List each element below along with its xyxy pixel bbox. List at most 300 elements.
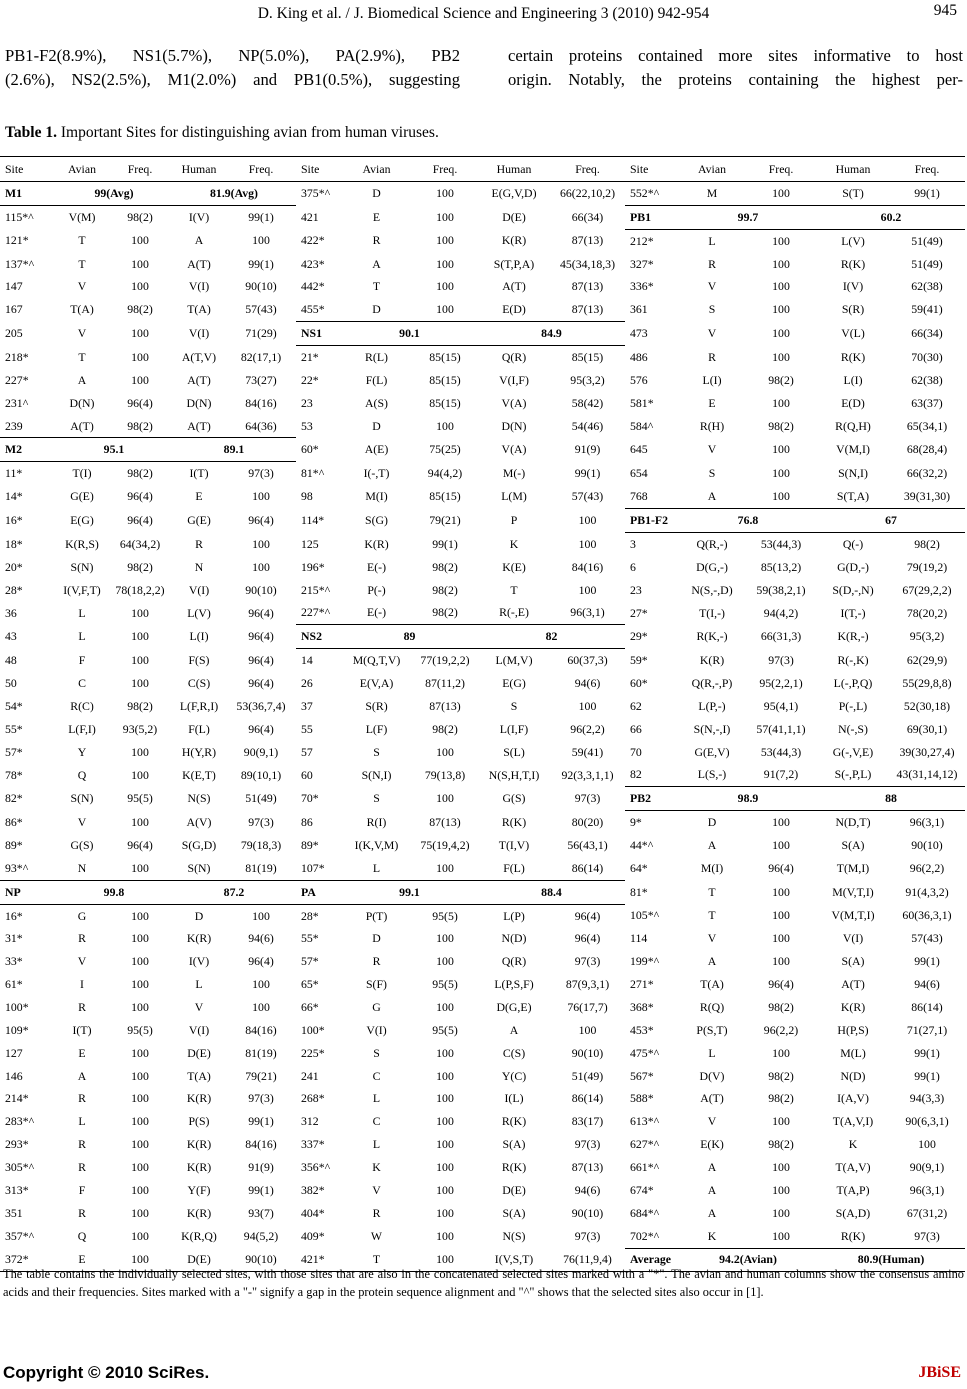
avian-freq-cell: 100 <box>772 185 790 200</box>
avian-freq-cell: 100 <box>772 931 790 946</box>
site-cell: 66 <box>630 721 642 736</box>
human-freq-cell: 93(7) <box>248 1205 274 1220</box>
human-cell: S(G,D) <box>181 837 217 852</box>
human-cell: D(E) <box>502 209 526 224</box>
human-freq-cell: 66(32,2) <box>906 465 948 480</box>
human-freq-cell: 95(3,2) <box>570 372 605 387</box>
human-cell: R <box>195 536 203 551</box>
table-row <box>0 579 965 602</box>
human-cell: S(T,P,A) <box>493 256 535 271</box>
table-row <box>0 695 965 718</box>
table-row <box>0 996 965 1019</box>
avian-cell: M(I) <box>700 861 724 876</box>
human-cell: A(T) <box>841 977 865 992</box>
site-cell: 552*^ <box>630 185 660 200</box>
human-cell: G(E) <box>187 512 211 527</box>
avian-cell: I(-,T) <box>363 465 390 480</box>
human-freq-cell: 96(2,2) <box>909 861 945 876</box>
avian-cell: E(-) <box>367 559 386 574</box>
column-header: Human <box>478 157 550 182</box>
human-cell: S(-,P,L) <box>834 767 872 782</box>
site-cell: 22* <box>301 372 319 387</box>
avian-average: 89 <box>341 625 478 649</box>
avian-cell: R <box>708 349 716 364</box>
human-cell: T(A) <box>187 1068 211 1083</box>
avian-freq-cell: 100 <box>436 302 454 317</box>
human-cell: P(S) <box>188 1114 210 1129</box>
site-cell: 239 <box>5 418 23 433</box>
site-cell: 93*^ <box>5 860 29 875</box>
avian-freq-cell: 96(4) <box>127 489 153 504</box>
human-average: 82 <box>478 625 625 649</box>
human-cell: V(L) <box>841 326 865 341</box>
human-freq-cell: 98(2) <box>914 536 940 551</box>
human-cell: A <box>509 1022 519 1037</box>
avian-freq-cell: 100 <box>131 1068 149 1083</box>
human-freq-cell: 100 <box>578 536 597 551</box>
avian-cell: D(G,-) <box>696 559 728 574</box>
human-freq-cell: 100 <box>252 233 270 248</box>
protein-name: PB1-F2 <box>625 509 679 533</box>
human-freq-cell: 66(22,10,2) <box>559 186 616 201</box>
avian-freq-cell: 87(13) <box>429 698 461 713</box>
table-row <box>0 1225 965 1248</box>
human-freq-cell: 94(6) <box>574 675 601 690</box>
avian-cell: P(T) <box>365 908 388 923</box>
avian-cell: V(I) <box>366 1022 387 1037</box>
avian-cell: R(I) <box>366 814 387 829</box>
site-cell: 227* <box>5 372 29 387</box>
human-cell: N(D,T) <box>835 815 871 830</box>
human-freq-cell: 96(4) <box>248 954 274 969</box>
avian-cell: R(K,-) <box>696 629 728 644</box>
human-freq-cell: 51(49) <box>911 256 943 271</box>
avian-cell: V <box>77 279 87 294</box>
table-row <box>0 1110 965 1133</box>
protein-name: NS2 <box>296 625 341 649</box>
avian-cell: V <box>372 1182 381 1197</box>
site-cell: 57 <box>301 744 313 759</box>
avian-cell: T <box>708 908 716 923</box>
avian-freq-cell: 98(2) <box>768 1137 794 1152</box>
site-cell: 453* <box>630 1022 654 1037</box>
avian-freq-cell: 100 <box>436 1205 454 1220</box>
human-cell: L(M) <box>501 489 527 504</box>
avian-freq-cell: 100 <box>436 1114 454 1129</box>
human-freq-cell: 91(4,3,2) <box>905 884 949 899</box>
avian-cell: R <box>708 256 716 271</box>
avian-cell: T <box>78 233 86 248</box>
human-cell: K(R) <box>840 1000 866 1014</box>
human-freq-cell: 99(1) <box>914 1045 940 1060</box>
avian-freq-cell: 100 <box>772 465 790 480</box>
human-cell: E <box>195 489 203 504</box>
avian-cell: G(E) <box>70 489 94 504</box>
table-caption-label: Table 1. <box>5 124 57 141</box>
avian-freq-cell: 100 <box>131 326 149 341</box>
avian-freq-cell: 100 <box>131 1091 149 1106</box>
avian-freq-cell: 98(2) <box>768 372 794 387</box>
avian-cell: S <box>708 465 716 480</box>
human-cell: S(A,D) <box>835 1205 871 1220</box>
avian-freq-cell: 100 <box>772 349 790 364</box>
avian-freq-cell: 100 <box>436 1228 454 1243</box>
human-freq-cell: 96(4) <box>248 605 274 620</box>
human-freq-cell: 78(20,2) <box>906 605 948 620</box>
protein-name: Average <box>625 1248 679 1272</box>
human-cell: C(S) <box>187 675 211 690</box>
avian-average: 99.8 <box>56 880 172 904</box>
site-cell: 422* <box>301 233 325 248</box>
site-cell: 227*^ <box>301 605 331 620</box>
avian-cell: E(G) <box>70 512 94 527</box>
site-cell: 107* <box>301 860 325 875</box>
avian-freq-cell: 100 <box>436 186 454 201</box>
site-cell: 100* <box>5 1000 29 1014</box>
table-row <box>0 1042 965 1065</box>
avian-cell: C <box>78 675 86 690</box>
site-cell: 283*^ <box>5 1114 35 1129</box>
avian-freq-cell: 96(4) <box>127 837 153 852</box>
human-cell: V(I) <box>842 931 864 946</box>
human-cell: A(T,V) <box>181 349 217 364</box>
table-row <box>0 415 965 438</box>
human-cell: T(M,I) <box>836 861 870 876</box>
avian-freq-cell: 100 <box>436 1091 454 1106</box>
avian-cell: V <box>707 279 717 294</box>
table-row <box>0 904 965 927</box>
human-cell: V(M,I) <box>836 442 870 457</box>
human-freq-cell: 87(13) <box>571 233 604 248</box>
sites-table <box>0 156 965 1272</box>
avian-cell: V <box>707 326 717 341</box>
human-freq-cell: 97(3) <box>248 466 274 481</box>
avian-freq-cell: 57(41,1,1) <box>756 721 806 736</box>
avian-cell: L(F,I) <box>68 721 96 736</box>
avian-freq-cell: 100 <box>436 1182 454 1197</box>
human-freq-cell: 96(4) <box>248 629 274 644</box>
avian-cell: E(V,A) <box>359 675 394 690</box>
avian-freq-cell: 100 <box>436 1045 454 1060</box>
table-row <box>0 625 965 649</box>
avian-freq-cell: 100 <box>436 860 454 875</box>
avian-freq-cell: 85(15) <box>429 372 461 387</box>
avian-freq-cell: 100 <box>131 860 149 875</box>
site-cell: 55* <box>5 721 23 736</box>
table-row <box>0 834 965 857</box>
human-freq-cell: 90(10) <box>571 1045 604 1060</box>
protein-name: NP <box>0 880 56 904</box>
human-cell: D(G,E) <box>496 1000 532 1014</box>
human-freq-cell: 59(41) <box>911 302 943 317</box>
avian-freq-cell: 100 <box>131 279 149 294</box>
human-freq-cell: 85(15) <box>571 349 604 364</box>
avian-cell: T <box>78 349 86 364</box>
human-cell: T <box>510 582 518 597</box>
human-cell: S(R) <box>841 302 865 317</box>
site-cell: 375*^ <box>301 186 331 201</box>
avian-freq-cell: 85(13,2) <box>760 559 802 574</box>
site-cell: 336* <box>630 279 654 294</box>
human-freq-cell: 97(3) <box>574 791 601 806</box>
site-cell: 613*^ <box>630 1114 660 1129</box>
text-line: PB1-F2(8.9%), NS1(5.7%), NP(5.0%), PA(2.9%), PB2 <box>5 46 460 65</box>
avian-cell: C <box>372 1068 381 1083</box>
avian-cell: D <box>372 418 381 433</box>
avian-cell: A(E) <box>364 442 389 457</box>
human-cell: K(R,-) <box>837 629 869 644</box>
site-cell: 78* <box>5 767 23 782</box>
human-freq-cell: 94(6) <box>574 1182 601 1197</box>
avian-cell: D(V) <box>699 1068 725 1083</box>
human-average: 88 <box>817 787 965 811</box>
site-cell: 31* <box>5 931 23 946</box>
avian-freq-cell: 53(44,3) <box>760 536 802 551</box>
human-cell: R(-,E) <box>499 605 529 620</box>
human-cell: E(G) <box>502 675 526 690</box>
human-freq-cell: 62(38) <box>911 372 943 387</box>
avian-cell: A(S) <box>365 395 388 410</box>
avian-cell: V <box>77 954 87 969</box>
human-cell: M(L) <box>840 1045 866 1060</box>
human-cell: Y(C) <box>501 1068 527 1083</box>
avian-cell: G <box>372 1000 381 1014</box>
avian-cell: T(A) <box>70 302 94 317</box>
column-header: Freq. <box>226 157 296 182</box>
human-cell: S(D,-,N) <box>832 582 874 597</box>
avian-cell: R <box>78 1160 86 1175</box>
column-header: Freq. <box>889 157 965 182</box>
human-freq-cell: 90(10) <box>226 1248 296 1272</box>
site-cell: 357*^ <box>5 1228 35 1243</box>
human-freq-cell: 81(19) <box>245 860 277 875</box>
site-cell: 89* <box>5 837 23 852</box>
human-freq-cell: 100 <box>252 559 270 574</box>
human-freq-cell: 84(16) <box>245 1137 277 1152</box>
human-cell: P <box>510 512 518 527</box>
site-cell: 351 <box>5 1205 23 1220</box>
site-cell: 61* <box>5 977 23 992</box>
human-freq-cell: 84(16) <box>245 395 277 410</box>
avian-freq-cell: 100 <box>436 931 454 946</box>
human-freq-cell: 82(17,1) <box>240 349 282 364</box>
site-cell: 53 <box>301 418 313 433</box>
table-row <box>0 509 965 533</box>
human-cell: T(I,V) <box>498 837 530 852</box>
avian-cell: K <box>372 1160 381 1175</box>
site-cell: 127 <box>5 1045 23 1060</box>
avian-cell: A <box>707 837 717 852</box>
avian-freq-cell: 100 <box>772 326 790 341</box>
avian-cell: V <box>707 442 717 457</box>
table-row <box>0 672 965 695</box>
avian-cell: R <box>78 1137 86 1152</box>
human-cell: L(P,S,F) <box>494 977 534 992</box>
human-cell: S(A) <box>502 1137 526 1152</box>
avian-cell: N <box>77 860 87 875</box>
avian-cell: V <box>707 931 717 946</box>
human-freq-cell: 79(18,3) <box>240 837 282 852</box>
avian-freq-cell: 95(5) <box>127 1022 153 1037</box>
human-freq-cell: 90(9,1) <box>243 744 279 759</box>
human-freq-cell: 99(1) <box>914 185 940 200</box>
human-freq-cell: 69(30,1) <box>906 721 948 736</box>
site-cell: 702*^ <box>630 1228 660 1243</box>
table-row <box>0 392 965 415</box>
avian-freq-cell: 100 <box>772 279 790 294</box>
avian-cell: C <box>372 1114 381 1129</box>
site-cell: 313* <box>5 1182 29 1197</box>
table-row <box>0 1202 965 1225</box>
human-cell: A(V) <box>186 814 212 829</box>
site-cell: 9* <box>630 815 642 830</box>
human-freq-cell: 100 <box>252 908 270 923</box>
human-cell: V(A) <box>501 395 527 410</box>
avian-cell: R(Q) <box>699 1000 725 1014</box>
avian-freq-cell: 98(2) <box>127 559 153 574</box>
column-header: Human <box>172 157 226 182</box>
human-cell: C(S) <box>502 1045 526 1060</box>
human-freq-cell: 55(29,8,8) <box>902 675 952 690</box>
site-cell: 654 <box>630 465 648 480</box>
human-freq-cell: 57(43) <box>245 302 277 317</box>
site-cell: 368* <box>630 1000 654 1014</box>
site-cell: 86 <box>301 814 313 829</box>
human-cell: F(L) <box>503 860 525 875</box>
human-cell: K(R) <box>501 233 527 248</box>
human-cell: V(I) <box>188 582 210 597</box>
avian-freq-cell: 100 <box>131 372 149 387</box>
avian-freq-cell: 100 <box>436 256 454 271</box>
avian-freq-cell: 96(4) <box>127 395 153 410</box>
avian-freq-cell: 94(4,2) <box>763 605 799 620</box>
avian-freq-cell: 98(2) <box>127 210 153 225</box>
human-cell: P(-,L) <box>838 698 868 713</box>
human-freq-cell: 94(6) <box>248 931 274 946</box>
avian-cell: A(T) <box>700 1091 724 1106</box>
human-cell: D(E) <box>172 1248 226 1272</box>
avian-cell: R <box>78 1205 86 1220</box>
human-cell: K(E) <box>502 559 526 574</box>
avian-cell: E <box>708 395 716 410</box>
site-cell: 645 <box>630 442 648 457</box>
site-cell: 81*^ <box>301 465 325 480</box>
human-cell: R(-,K) <box>837 652 869 667</box>
human-freq-cell: 84(16) <box>245 1022 277 1037</box>
human-cell: S <box>510 698 518 713</box>
avian-cell: K(R) <box>699 652 725 667</box>
protein-name: PA <box>296 880 341 904</box>
human-freq-cell: 51(49) <box>245 791 277 806</box>
site-cell: 268* <box>301 1091 325 1106</box>
site-cell: 421* <box>296 1248 341 1272</box>
avian-freq-cell: 100 <box>436 279 454 294</box>
body-text-right <box>508 44 963 92</box>
site-cell: 455* <box>301 302 325 317</box>
table-row <box>0 649 965 672</box>
human-cell: M(-) <box>502 465 526 480</box>
human-freq-cell: 91(9) <box>248 1160 274 1175</box>
site-cell: 14 <box>301 653 313 668</box>
human-freq-cell: 99(1) <box>574 465 601 480</box>
site-cell: 16* <box>5 512 23 527</box>
avian-cell: S(N) <box>70 791 94 806</box>
site-cell: 28* <box>301 908 319 923</box>
site-cell: 60* <box>301 442 319 457</box>
human-freq-cell: 100 <box>252 489 270 504</box>
human-cell: L(I,F) <box>499 721 529 736</box>
avian-cell: S(N,I) <box>361 767 392 782</box>
human-freq-cell: 81(19) <box>245 1045 277 1060</box>
table-row <box>0 346 965 369</box>
avian-cell: W <box>370 1228 383 1243</box>
human-freq-cell: 87(13) <box>571 279 604 294</box>
human-cell: M(V,T,I) <box>832 884 874 899</box>
human-average: 67 <box>817 509 965 533</box>
site-cell: 70 <box>630 744 642 759</box>
avian-cell: L <box>78 629 86 644</box>
avian-cell: L(P,-) <box>698 698 726 713</box>
human-cell: F(L) <box>188 721 210 736</box>
human-cell: N(S) <box>187 791 211 806</box>
site-cell: 115*^ <box>5 210 34 225</box>
avian-cell: A <box>77 1068 87 1083</box>
human-freq-cell: 70(30) <box>911 349 943 364</box>
site-cell: 271* <box>630 977 654 992</box>
avian-cell: Q(R,-,P) <box>691 675 733 690</box>
avian-cell: F <box>78 1182 86 1197</box>
protein-name: M1 <box>0 182 56 206</box>
avian-cell: F(L) <box>365 372 388 387</box>
table-row <box>0 928 965 951</box>
avian-cell: E(K) <box>700 1137 724 1152</box>
avian-freq-cell: 100 <box>131 977 149 992</box>
site-cell: 70* <box>301 791 319 806</box>
avian-cell: R <box>78 1091 86 1106</box>
avian-freq-cell: 95(2,2,1) <box>759 675 803 690</box>
column-header: Site <box>296 157 341 182</box>
avian-cell: D <box>372 302 381 317</box>
human-cell: R(K) <box>840 1228 866 1243</box>
avian-freq-cell: 64(34,2) <box>119 536 161 551</box>
human-freq-cell: 58(42) <box>571 395 604 410</box>
site-cell: 356*^ <box>301 1160 331 1175</box>
avian-cell: F <box>78 652 86 667</box>
human-cell: V <box>194 1000 204 1014</box>
column-header: Freq. <box>550 157 625 182</box>
human-cell: R(K) <box>501 814 527 829</box>
human-freq-cell: 96(4) <box>574 908 601 923</box>
site-cell: 100* <box>301 1022 325 1037</box>
avian-freq-cell: 100 <box>436 954 454 969</box>
human-freq-cell: 79(21) <box>245 1068 277 1083</box>
site-cell: 29* <box>630 629 648 644</box>
site-cell: 33* <box>5 954 23 969</box>
human-freq-cell: 96(3,1) <box>909 1182 945 1197</box>
avian-cell: S(G) <box>365 512 388 527</box>
human-freq-cell: 51(49) <box>911 233 943 248</box>
avian-freq-cell: 98(2) <box>127 418 153 433</box>
avian-freq-cell: 94(4,2) <box>427 465 463 480</box>
protein-name: PB1 <box>625 205 679 229</box>
human-freq-cell: 63(37) <box>911 395 943 410</box>
site-cell: 20* <box>5 559 23 574</box>
site-cell: 372* <box>0 1248 56 1272</box>
human-cell: A(T) <box>502 279 526 294</box>
avian-freq-cell: 78(18,2,2) <box>115 582 165 597</box>
human-freq-cell: 71(27,1) <box>906 1022 948 1037</box>
site-cell: 475*^ <box>630 1045 660 1060</box>
